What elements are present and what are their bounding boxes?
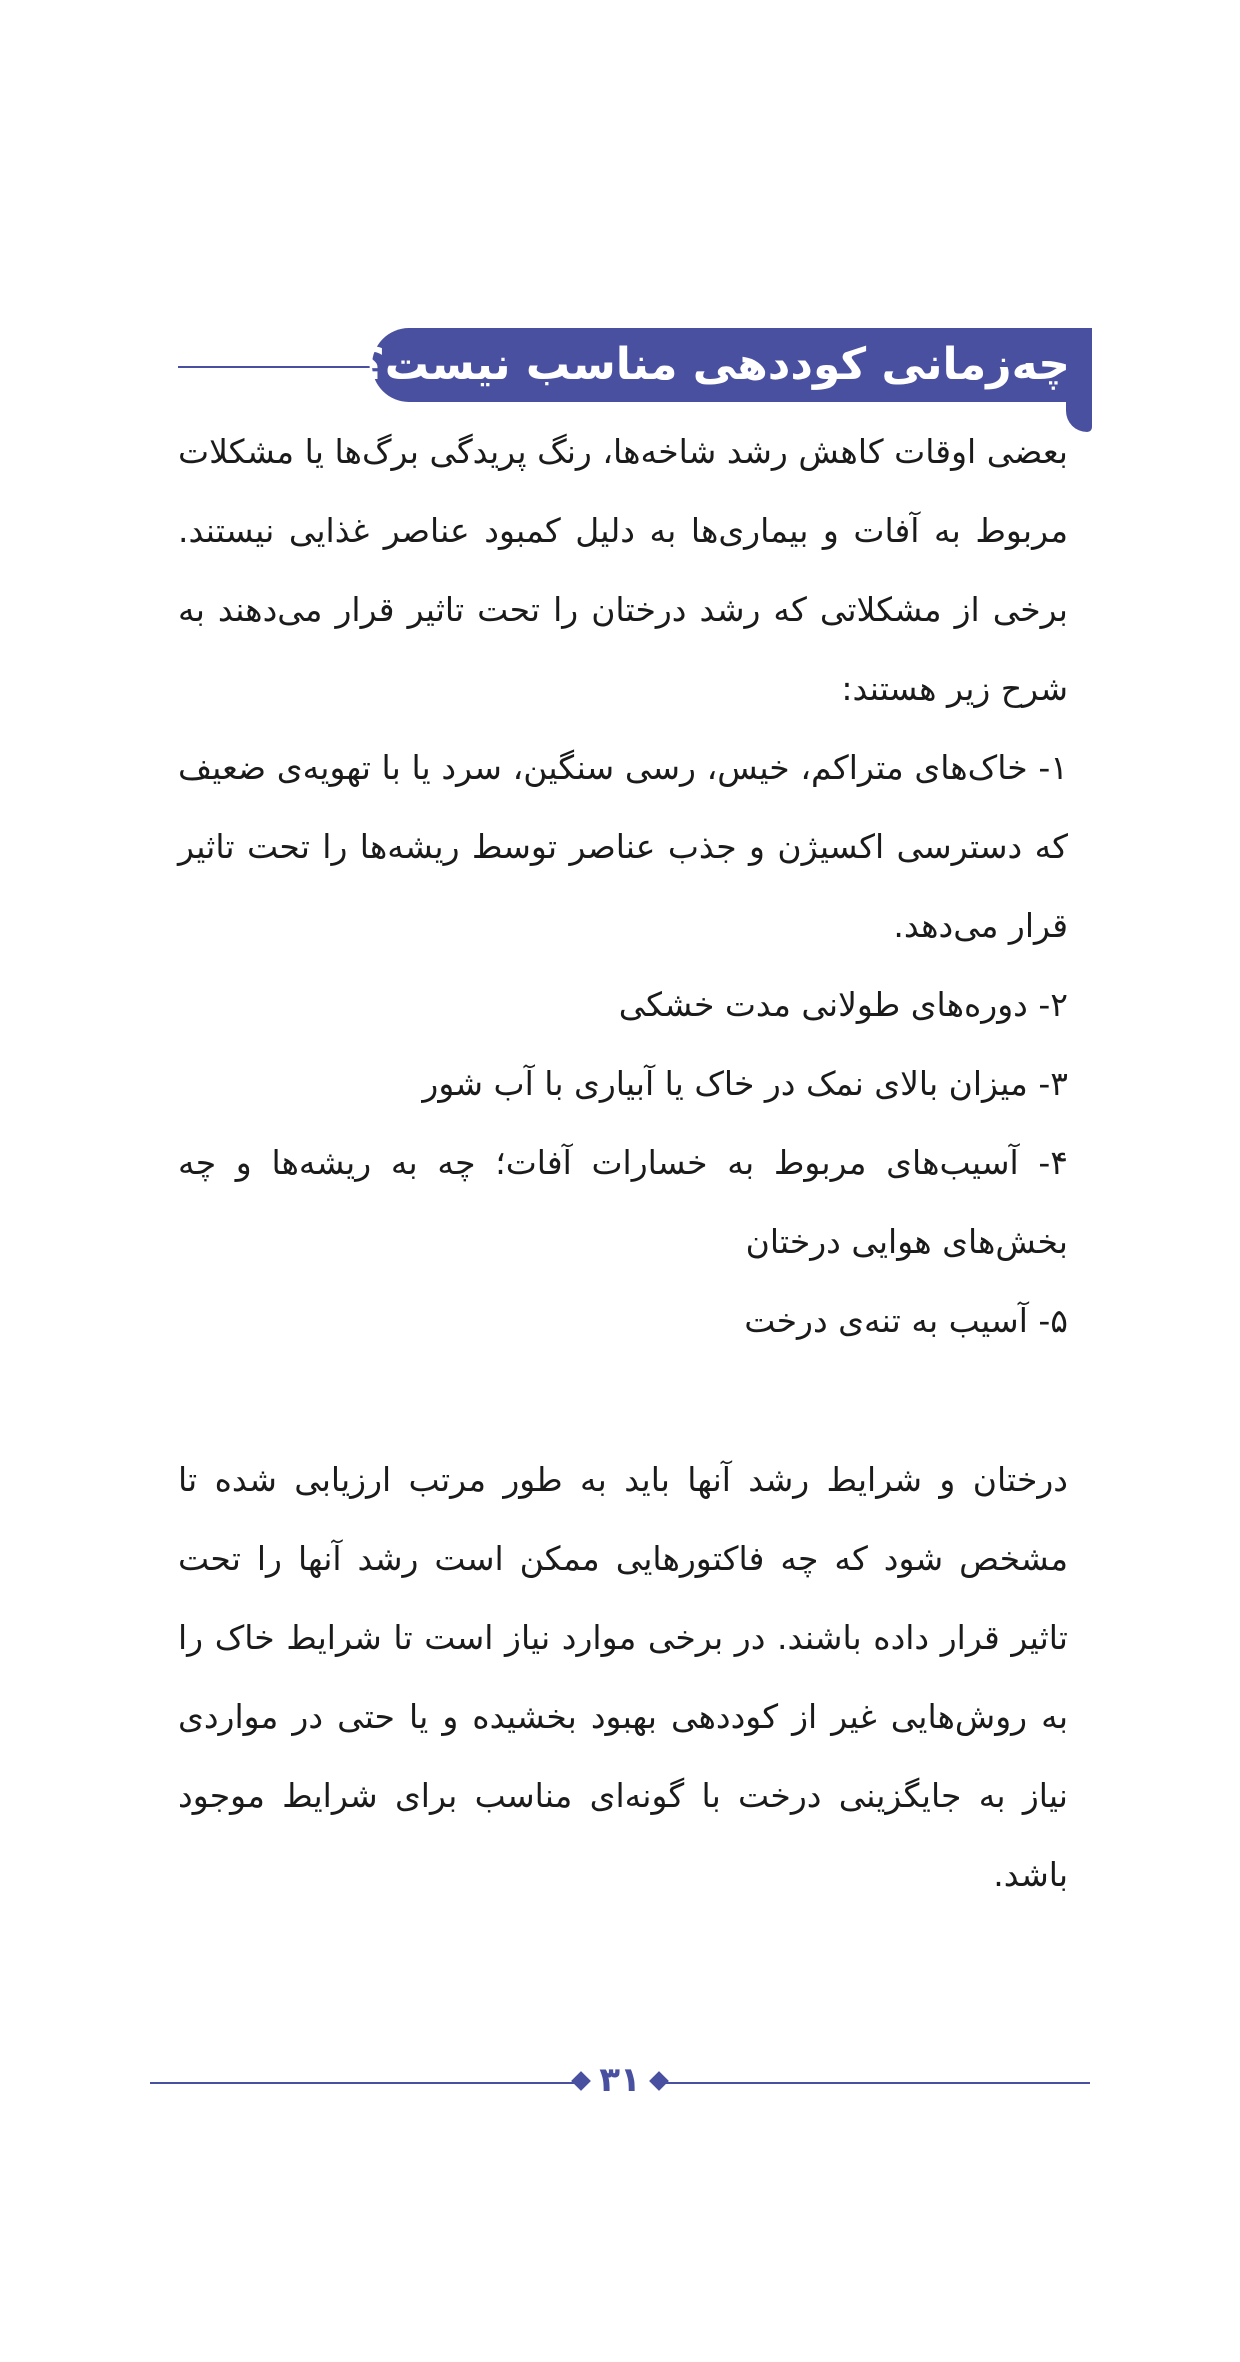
heading-rule [178, 366, 388, 368]
intro-section [178, 412, 1068, 1360]
footer-rule-right [664, 2082, 1090, 2084]
problem-item-5: ۵- آسیب به تنه‌ی درخت [744, 1301, 1068, 1340]
footer-diamond-right-icon [649, 2071, 669, 2091]
problem-item-3: ۳- میزان بالای نمک در خاک یا آبیاری با آب شور [422, 1064, 1068, 1103]
footer-rule-left [150, 2082, 578, 2084]
footer-diamond-left-icon [571, 2071, 591, 2091]
problem-item-1: ۱- خاک‌های متراکم، خیس، رسی سنگین، سرد یا با تهویه‌ی ضعیف که دسترسی اکسیژن و جذب عناصر توسط ریشه‌ها را تحت تاثیر قرار می‌دهد. [178, 748, 1068, 945]
problem-item-4: ۴- آسیب‌های مربوط به خسارات آفات؛ چه به ریشه‌ها و چه بخش‌های هوایی درختان [178, 1143, 1068, 1261]
conclusion-paragraph: درختان و شرایط رشد آنها باید به طور مرتب ارزیابی شده تا مشخص شود که چه فاکتورهایی ممکن است رشد آنها را تحت تاثیر قرار داده باشند. در برخی موارد نیاز است تا شرایط خاک را به روش‌هایی غیر از کوددهی بهبود بخشیده و یا حتی در مواردی نیاز به جایگزینی درخت با گونه‌ای مناسب برای شرایط موجود باشد. [178, 1460, 1068, 1894]
problem-item-2: ۲- دوره‌های طولانی مدت خشکی [618, 985, 1068, 1024]
section-heading-banner [359, 328, 1092, 402]
page-number: ۳۱ [599, 2060, 641, 2100]
section-heading-title: چه‌زمانی کوددهی مناسب نیست؟ [359, 339, 1070, 390]
conclusion-section [178, 1440, 1068, 1914]
intro-paragraph: بعضی اوقات کاهش رشد شاخه‌ها، رنگ پریدگی برگ‌ها یا مشکلات مربوط به آفات و بیماری‌ها به دلیل کمبود عناصر غذایی نیستند. برخی از مشکلاتی که رشد درختان را تحت تاثیر قرار می‌دهند به شرح زیر هستند: [178, 432, 1068, 708]
